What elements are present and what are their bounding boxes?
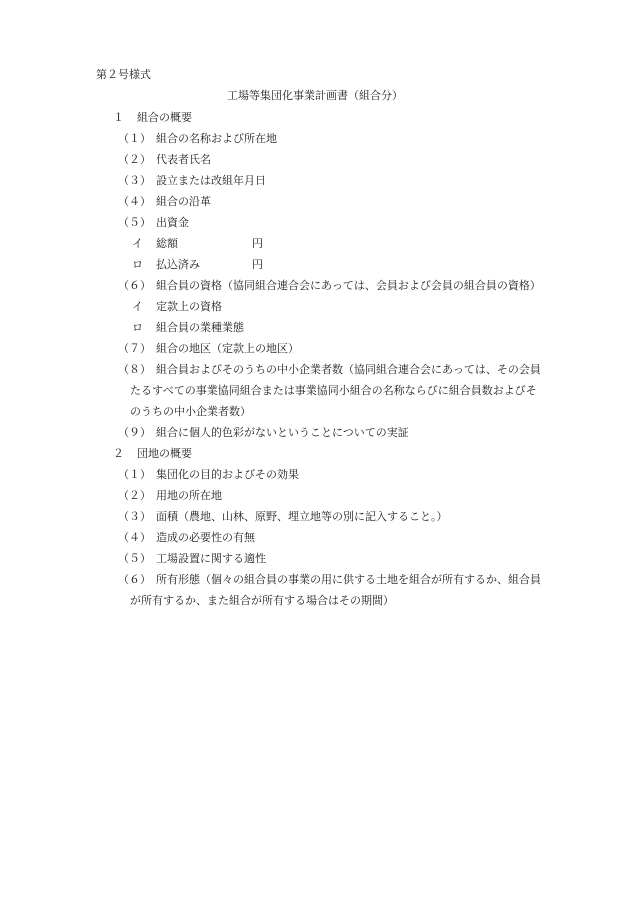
item-text: 出資金 <box>156 216 189 229</box>
item-text: 設立または改組年月日 <box>156 174 266 187</box>
sub-mark: イ <box>132 237 143 250</box>
item-number: （７） <box>118 342 151 355</box>
section1-item-6 <box>118 278 541 294</box>
sub-label: 払込済み <box>156 258 200 271</box>
section1-item-8-cont2: のうちの中小企業者数） <box>130 405 251 418</box>
item-number: （６） <box>118 279 151 292</box>
section1-item-1 <box>118 131 277 147</box>
item-number: （２） <box>118 153 151 166</box>
sub-mark: ロ <box>132 258 143 271</box>
item-number: （１） <box>118 132 151 145</box>
form-number: 第２号様式 <box>96 68 151 81</box>
item-number: （３） <box>118 510 151 523</box>
item-text: 面積（農地、山林、原野、埋立地等の別に記入すること。） <box>156 510 448 523</box>
section2-item-5 <box>118 551 266 567</box>
capital-paid <box>132 257 263 273</box>
section1-item-7 <box>118 341 299 357</box>
item-text: 所有形態（個々の組合員の事業の用に供する土地を組合が所有するか、組合員 <box>156 573 541 586</box>
item-text: 組合に個人的色彩がないということについての実証 <box>156 426 409 439</box>
item-number: （９） <box>118 426 151 439</box>
sub-unit: 円 <box>252 258 263 271</box>
item-number: （２） <box>118 489 151 502</box>
section2-title: 団地の概要 <box>137 447 192 460</box>
section1-item-5 <box>118 215 189 231</box>
section1-item-9 <box>118 425 409 441</box>
section1-item-2 <box>118 152 211 168</box>
sub-label: 総額 <box>156 237 178 250</box>
item-number: （３） <box>118 174 151 187</box>
sub-label: 定款上の資格 <box>156 300 222 313</box>
sub-mark: イ <box>132 300 143 313</box>
qualification-business <box>132 320 244 336</box>
item-text: 組合の沿革 <box>156 195 211 208</box>
item-number: （５） <box>118 552 151 565</box>
document-title: 工場等集団化事業計画書（組合分） <box>227 89 403 102</box>
section2-item-2 <box>118 488 222 504</box>
item-number: （４） <box>118 531 151 544</box>
section1-title: 組合の概要 <box>137 111 192 124</box>
item-text: 組合員およびそのうちの中小企業者数（協同組合連合会にあっては、その会員 <box>156 363 541 376</box>
item-text: 用地の所在地 <box>156 489 222 502</box>
item-number: （８） <box>118 363 151 376</box>
section2-item-6-cont1: が所有するか、また組合が所有する場合はその期間） <box>130 594 394 607</box>
item-number: （６） <box>118 573 151 586</box>
capital-total <box>132 236 263 252</box>
item-text: 造成の必要性の有無 <box>156 531 255 544</box>
item-text: 組合の地区（定款上の地区） <box>156 342 299 355</box>
item-text: 組合の名称および所在地 <box>156 132 277 145</box>
sub-label: 組合員の業種業態 <box>156 321 244 334</box>
item-text: 集団化の目的およびその効果 <box>156 468 299 481</box>
section1-item-8 <box>118 362 541 378</box>
item-text: 工場設置に関する適性 <box>156 552 266 565</box>
section2-number: ２ <box>113 447 124 460</box>
section1-item-8-cont1: たるすべての事業協同組合または事業協同小組合の名称ならびに組合員数およびそ <box>130 384 537 397</box>
item-number: （１） <box>118 468 151 481</box>
section2-item-6 <box>118 572 541 588</box>
section2-item-3 <box>118 509 448 525</box>
section1-item-4 <box>118 194 211 210</box>
section2-heading <box>113 446 192 462</box>
section1-item-3 <box>118 173 266 189</box>
item-text: 組合員の資格（協同組合連合会にあっては、会員および会員の組合員の資格） <box>156 279 541 292</box>
item-number: （４） <box>118 195 151 208</box>
section2-item-4 <box>118 530 255 546</box>
section2-item-1 <box>118 467 299 483</box>
qualification-articles <box>132 299 222 315</box>
item-number: （５） <box>118 216 151 229</box>
sub-unit: 円 <box>252 237 263 250</box>
section1-number: １ <box>113 111 124 124</box>
item-text: 代表者氏名 <box>156 153 211 166</box>
section1-heading <box>113 110 192 126</box>
sub-mark: ロ <box>132 321 143 334</box>
